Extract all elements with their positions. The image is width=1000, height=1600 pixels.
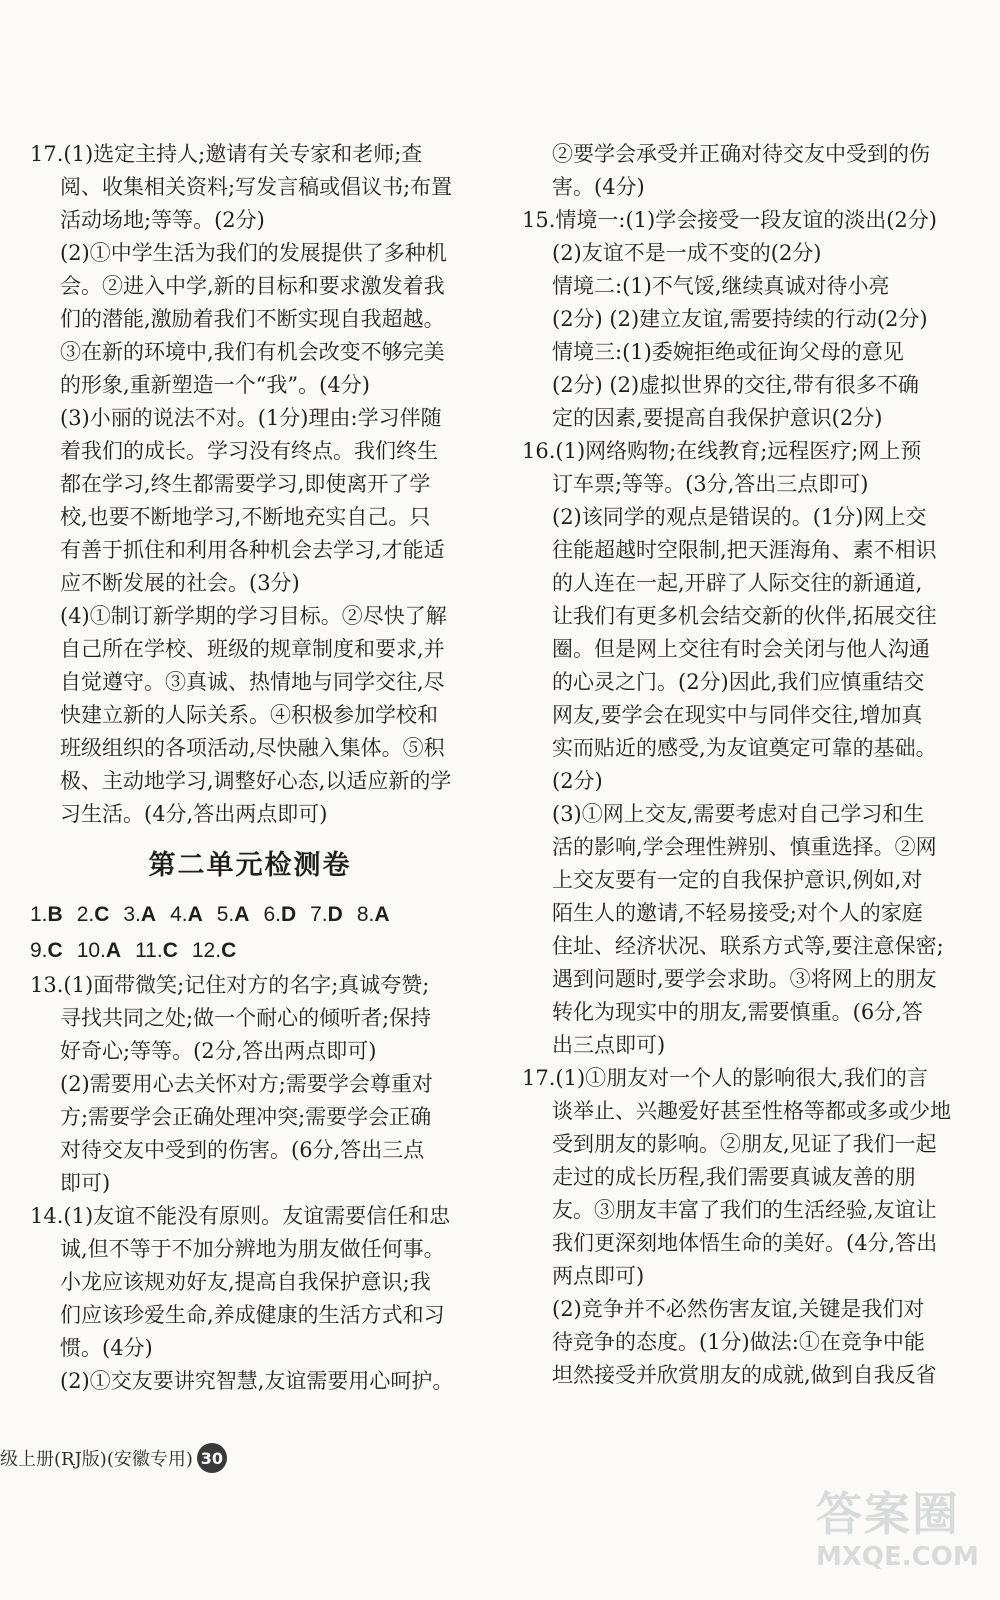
text-line: 害。(4分)	[552, 175, 645, 199]
text-line: 坦然接受并欣赏朋友的成就,做到自我反省	[552, 1363, 937, 1387]
text-line: 自己所在学校、班级的规章制度和要求,并	[60, 637, 445, 661]
answer-14	[30, 1200, 470, 1398]
mc-answer-letter: A	[234, 903, 250, 926]
mc-answer	[123, 903, 156, 926]
mc-answer	[77, 939, 121, 962]
text-line: 14.(1)友谊不能没有原则。友谊需要信任和忠	[30, 1204, 451, 1228]
text-line: (3)①网上交友,需要考虑对自己学习和生	[552, 802, 925, 826]
mc-answer	[217, 903, 250, 926]
text-line: 班级组织的各项活动,尽快融入集体。⑤积	[60, 736, 445, 760]
text-line: 们的潜能,激励着我们不断实现自我超越。	[60, 307, 445, 331]
mc-answer-letter: C	[162, 939, 178, 962]
text-line: ②要学会承受并正确对待交友中受到的伤	[552, 142, 930, 166]
mc-answer	[263, 903, 296, 926]
text-line: 惯。(4分)	[60, 1336, 153, 1360]
mc-answer-letter: D	[327, 903, 343, 926]
text-line: 极、主动地学习,调整好心态,以适应新的学	[60, 769, 452, 793]
text-line: 走过的成长历程,我们需要真诚友善的朋	[552, 1165, 916, 1189]
text-line: 情境二:(1)不气馁,继续真诚对待小亮	[552, 274, 890, 298]
text-line: 们应该珍爱生命,养成健康的生活方式和习	[60, 1303, 445, 1327]
text-line: 我们更深刻地体悟生命的美好。(4分,答出	[552, 1231, 938, 1255]
text-line: (2)①交友要讲究智慧,友谊需要用心呵护。	[60, 1369, 454, 1393]
mc-question-number: 5.	[216, 903, 235, 926]
text-line: 订车票;等等。(3分,答出三点即可)	[552, 472, 869, 496]
mc-question-number: 1.	[30, 903, 48, 926]
text-line: 即可)	[60, 1171, 111, 1195]
text-line: 有善于抓住和利用各种机会去学习,才能适	[60, 538, 445, 562]
text-line: 两点即可)	[552, 1264, 645, 1288]
left-column	[30, 138, 470, 1398]
text-line: 应不断发展的社会。(3分)	[60, 571, 300, 595]
mc-answer	[357, 903, 390, 926]
text-line: 实而贴近的感受,为友谊奠定可靠的基础。	[552, 736, 937, 760]
text-line: 住址、经济状况、联系方式等,要注意保密;	[552, 934, 944, 958]
answer-14-continued	[522, 138, 964, 204]
mc-answer-letter: A	[105, 939, 122, 962]
watermark-logo	[816, 1488, 994, 1592]
text-line: (2)该同学的观点是错误的。(1分)网上交	[552, 505, 927, 529]
text-line: 自觉遵守。③真诚、热情地与同学交往,尽	[60, 670, 445, 694]
mc-answers-row-2	[30, 933, 470, 969]
text-line: 快建立新的人际关系。④积极参加学校和	[60, 703, 438, 727]
text-line: 诚,但不等于不加分辨地为朋友做任何事。	[60, 1237, 445, 1261]
page-footer	[0, 1441, 227, 1475]
text-line: 圈。但是网上交往有时会关闭与他人沟通	[552, 637, 930, 661]
text-line: 谈举止、兴趣爱好甚至性格等都或多或少地	[552, 1099, 951, 1123]
text-line: 17.(1)①朋友对一个人的影响很大,我们的言	[522, 1066, 928, 1090]
text-line: 让我们有更多机会结交新的伙伴,拓展交往	[552, 604, 937, 628]
right-column	[522, 138, 964, 1392]
text-line: 17.(1)选定主持人;邀请有关专家和老师;查	[30, 142, 423, 166]
mc-answer	[77, 903, 110, 926]
mc-answer	[135, 939, 178, 962]
text-line: 出三点即可)	[552, 1033, 666, 1057]
text-line: 寻找共同之处;做一个耐心的倾听者;保持	[60, 1006, 432, 1030]
text-line: (4)①制订新学期的学习目标。②尽快了解	[60, 604, 447, 628]
text-line: (2)①中学生活为我们的发展提供了多种机	[60, 241, 447, 265]
text-line: 阅、收集相关资料;写发言稿或倡议书;布置	[60, 175, 453, 199]
text-line: 活的影响,学会理性辨别、慎重选择。②网	[552, 835, 937, 859]
text-line: 16.(1)网络购物;在线教育;远程医疗;网上预	[522, 439, 922, 463]
text-line: 陌生人的邀请,不轻易接受;对个人的家庭	[552, 901, 923, 925]
mc-answers-row-1	[30, 897, 470, 933]
mc-question-number: 12.	[191, 939, 222, 962]
text-line: 上交友要有一定的自我保护意识,例如,对	[552, 868, 923, 892]
mc-answer	[192, 939, 236, 962]
mc-question-number: 9.	[30, 939, 48, 962]
mc-answer-letter: A	[187, 903, 203, 926]
mc-question-number: 10.	[76, 939, 106, 962]
text-line: 都在学习,终生都需要学习,即使离开了学	[60, 472, 431, 496]
text-line: 对待交友中受到的伤害。(6分,答出三点	[60, 1138, 425, 1162]
text-line: 着我们的成长。学习没有终点。我们终生	[60, 439, 438, 463]
text-line: 方;需要学会正确处理冲突;需要学会正确	[60, 1105, 432, 1129]
text-line: 受到朋友的影响。②朋友,见证了我们一起	[552, 1132, 937, 1156]
mc-answer-letter: C	[94, 903, 110, 926]
mc-answer	[310, 903, 343, 926]
text-line: 校,也要不断地学习,不断地充实自己。只	[60, 505, 431, 529]
mc-answer	[30, 903, 63, 926]
text-line: 定的因素,要提高自我保护意识(2分)	[552, 406, 883, 430]
footer-book-label: 级上册(RJ版)(安徽专用)	[0, 1449, 193, 1470]
answer-17-unit1	[30, 138, 470, 831]
mc-question-number: 6.	[263, 903, 281, 926]
text-line: ③在新的环境中,我们有机会改变不够完美	[60, 340, 445, 364]
text-line: 待竞争的态度。(1分)做法:①在竞争中能	[552, 1330, 925, 1354]
text-line: 情境三:(1)委婉拒绝或征询父母的意见	[552, 340, 904, 364]
text-line: 遇到问题时,要学会求助。③将网上的朋友	[552, 967, 937, 991]
text-line: 好奇心;等等。(2分,答出两点即可)	[60, 1039, 377, 1063]
text-line: 习生活。(4分,答出两点即可)	[60, 802, 328, 826]
page-number-badge: 30	[197, 1443, 227, 1473]
text-line: 小龙应该规劝好友,提高自我保护意识;我	[60, 1270, 431, 1294]
text-line: (3)小丽的说法不对。(1分)理由:学习伴随	[60, 406, 442, 430]
mc-question-number: 2.	[76, 903, 95, 926]
mc-question-number: 4.	[170, 903, 188, 926]
mc-answer-letter: A	[140, 903, 157, 926]
watermark-text: 答案圈	[816, 1487, 960, 1541]
mc-answer	[30, 939, 63, 962]
text-line: 网友,要学会在现实中与同伴交往,增加真	[552, 703, 923, 727]
mc-answer-letter: D	[280, 903, 297, 926]
answer-16	[522, 435, 964, 1062]
text-line: 友。③朋友丰富了我们的生活经验,友谊让	[552, 1198, 937, 1222]
mc-question-number: 8.	[356, 903, 375, 926]
mc-question-number: 7.	[310, 903, 328, 926]
answer-17	[522, 1062, 964, 1392]
mc-answer	[170, 903, 203, 926]
text-line: 转化为现实中的朋友,需要慎重。(6分,答	[552, 1000, 923, 1024]
answer-13	[30, 969, 470, 1200]
text-line: (2)需要用心去关怀对方;需要学会尊重对	[60, 1072, 433, 1096]
text-line: (2分) (2)虚拟世界的交往,带有很多不确	[552, 373, 919, 397]
text-line: 13.(1)面带微笑;记住对方的名字;真诚夸赞;	[30, 973, 430, 997]
text-line: (2分)	[552, 769, 603, 793]
text-line: (2)竞争并不必然伤害友谊,关键是我们对	[552, 1297, 925, 1321]
answer-15	[522, 204, 964, 435]
mc-answer-letter: C	[221, 939, 237, 962]
mc-answer-letter: B	[47, 903, 63, 926]
text-line: 的心灵之门。(2分)因此,我们应慎重结交	[552, 670, 925, 694]
text-line: (2)友谊不是一成不变的(2分)	[552, 241, 822, 265]
mc-answer-letter: C	[47, 939, 63, 962]
text-line: 往能超越时空限制,把天涯海角、素不相识	[552, 538, 937, 562]
watermark-url: MXQE.COM	[816, 1542, 979, 1572]
text-line: 的形象,重新塑造一个“我”。(4分)	[60, 373, 370, 397]
text-line: (2分) (2)建立友谊,需要持续的行动(2分)	[552, 307, 928, 331]
section-title: 第二单元检测卷	[148, 850, 352, 881]
text-line: 的人连在一起,开辟了人际交往的新通道,	[552, 571, 923, 595]
text-line: 活动场地;等等。(2分)	[60, 208, 265, 232]
mc-question-number: 3.	[123, 903, 141, 926]
text-line: 15.情境一:(1)学会接受一段友谊的淡出(2分)	[522, 208, 937, 232]
mc-question-number: 11.	[135, 939, 163, 962]
text-line: 会。②进入中学,新的目标和要求激发着我	[60, 274, 445, 298]
mc-answer-letter: A	[374, 903, 390, 926]
